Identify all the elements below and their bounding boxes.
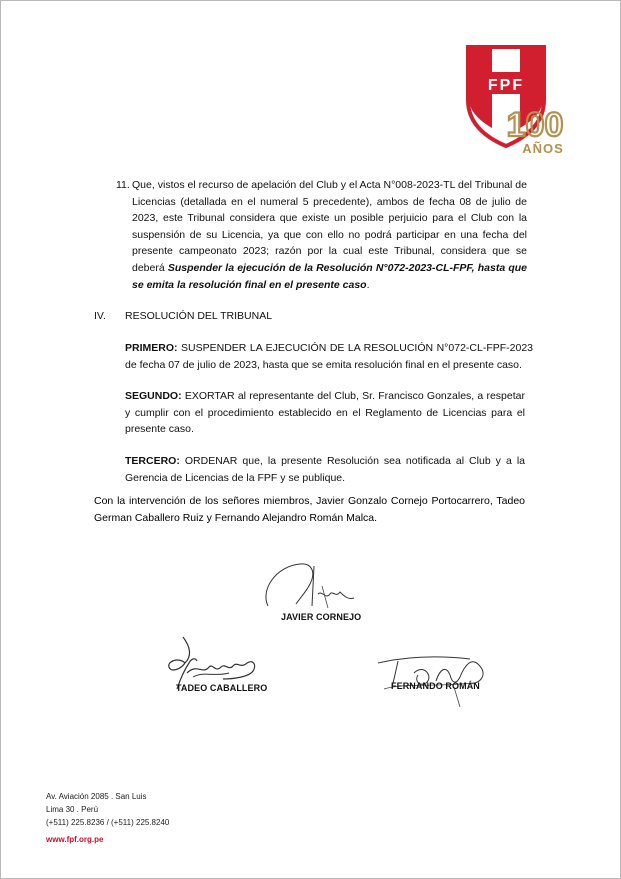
- footer-phones: (+511) 225.8236 / (+511) 225.8240: [46, 817, 170, 827]
- segundo-text: EXORTAR al representante del Club, Sr. Francisco Gonzales, a respetar y cumplir con el procedimiento establecido en el Reglamento de Licencias para el presente caso.: [125, 390, 525, 436]
- footer-address-line1: Av. Aviación 2085 . San Luis: [46, 792, 147, 801]
- signature-roman: [374, 643, 494, 713]
- resolution-primero: [125, 340, 533, 373]
- logo-100-text: 100: [506, 106, 564, 144]
- signature-name-caballero: TADEO CABALLERO: [176, 683, 268, 693]
- section-iv-numeral: IV.: [94, 310, 106, 322]
- signature-name-roman: FERNANDO ROMÁN: [391, 681, 480, 691]
- tercero-label: TERCERO:: [125, 455, 180, 467]
- logo-fpf-text: FPF: [487, 77, 525, 94]
- fpf-100-anos-logo: [463, 44, 578, 159]
- segundo-label: SEGUNDO:: [125, 390, 182, 402]
- clause-11-number: 11.: [116, 179, 130, 191]
- resolution-segundo: [125, 388, 525, 438]
- footer-website-link[interactable]: www.fpf.org.pe: [46, 835, 104, 845]
- footer-address-line2: Lima 30 . Perú: [46, 804, 99, 814]
- primero-text: SUSPENDER LA EJECUCIÓN DE LA RESOLUCIÓN N°072-CL-FPF-2023 de fecha 07 de julio de 2023, hasta que se emita resolución final en el presente caso.: [125, 342, 534, 371]
- section-iv-title: RESOLUCIÓN DEL TRIBUNAL: [125, 310, 273, 322]
- resolution-tercero: [125, 453, 525, 486]
- footer: [46, 791, 169, 847]
- clause-11-text: Que, vistos el recurso de apelación del Club y el Acta N°008-2023-TL del Tribunal de Licencias (detallada en el numeral 5 precedente), ambos de fecha 08 de julio de 2023, este Tribunal considera que existe un posible perjuicio para el Club con la suspensión de su Licencia, ya que con ello no podrá participar en una fecha del presente campeonato 2023; razón por la cual este Tribunal, considera que se deberá: [132, 179, 527, 274]
- clause-11-paragraph: [132, 177, 527, 293]
- clause-11-end: .: [366, 278, 370, 291]
- closing-paragraph: Con la intervención de los señores miembros, Javier Gonzalo Cornejo Portocarrero, Tadeo German Caballero Ruiz y Fernando Alejandro Román Malca.: [94, 495, 525, 524]
- tercero-text: ORDENAR que, la presente Resolución sea notificada al Club y a la Gerencia de Licencias de la FPF y se publique.: [125, 455, 525, 484]
- logo-anos-text: AÑOS: [522, 141, 564, 156]
- clause-11-emphasis: Suspender la ejecución de la Resolución N°072-2023-CL-FPF, hasta que se emita la resolución final en el presente caso: [132, 261, 527, 291]
- signature-cornejo: [256, 556, 366, 618]
- primero-label: PRIMERO:: [125, 342, 178, 354]
- signature-name-cornejo: JAVIER CORNEJO: [281, 612, 362, 622]
